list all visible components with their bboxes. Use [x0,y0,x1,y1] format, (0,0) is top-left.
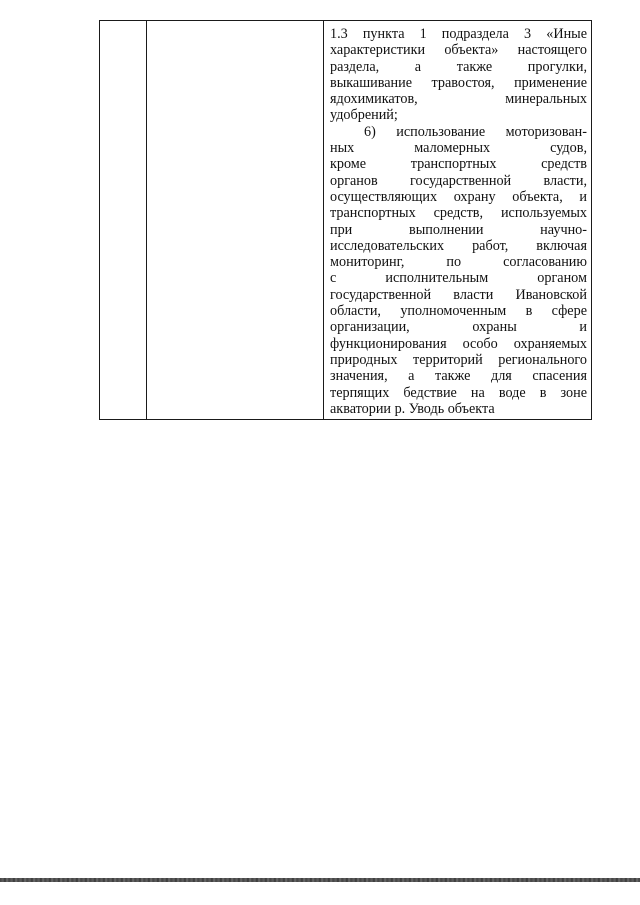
text-line: кроме транспортных средств [330,156,587,173]
text-line: функционирования особо охраняемых [330,335,587,352]
scan-edge-artifact [0,878,640,882]
text-line: удобрений; [330,107,398,124]
text-line: ных маломерных судов, [330,140,587,157]
document-table [99,20,592,420]
text-line: характеристики объекта» настоящего [330,42,587,59]
text-line: природных территорий регионального [330,351,587,368]
text-line: органов государственной власти, [330,172,587,189]
table-cell-number [100,21,147,420]
text-line: ядохимикатов, минеральных [330,91,587,108]
table-cell-name [147,21,324,420]
text-line: транспортных средств, используемых [330,205,587,222]
text-line: терпящих бедствие на воде в зоне [330,384,587,401]
table-cell-description [324,21,592,420]
text-line: организации, охраны и [330,319,587,336]
text-line: при выполнении научно- [330,221,587,238]
text-line: области, уполномоченным в сфере [330,303,587,320]
text-line: значения, а также для спасения [330,368,587,385]
text-line: акватории р. Уводь объекта [330,400,495,417]
text-line: выкашивание травостоя, применение [330,74,587,91]
text-line: 6) использование моторизован- [364,123,587,140]
text-line: государственной власти Ивановской [330,286,587,303]
text-line: осуществляющих охрану объекта, и [330,188,587,205]
text-line: 1.3 пункта 1 подраздела 3 «Иные [330,26,587,42]
text-line: мониторинг, по согласованию [330,254,587,271]
text-line: раздела, а также прогулки, [330,58,587,75]
text-line: с исполнительным органом [330,270,587,287]
description-text [324,21,591,419]
text-line: исследовательских работ, включая [330,237,587,254]
table-row [100,21,592,420]
